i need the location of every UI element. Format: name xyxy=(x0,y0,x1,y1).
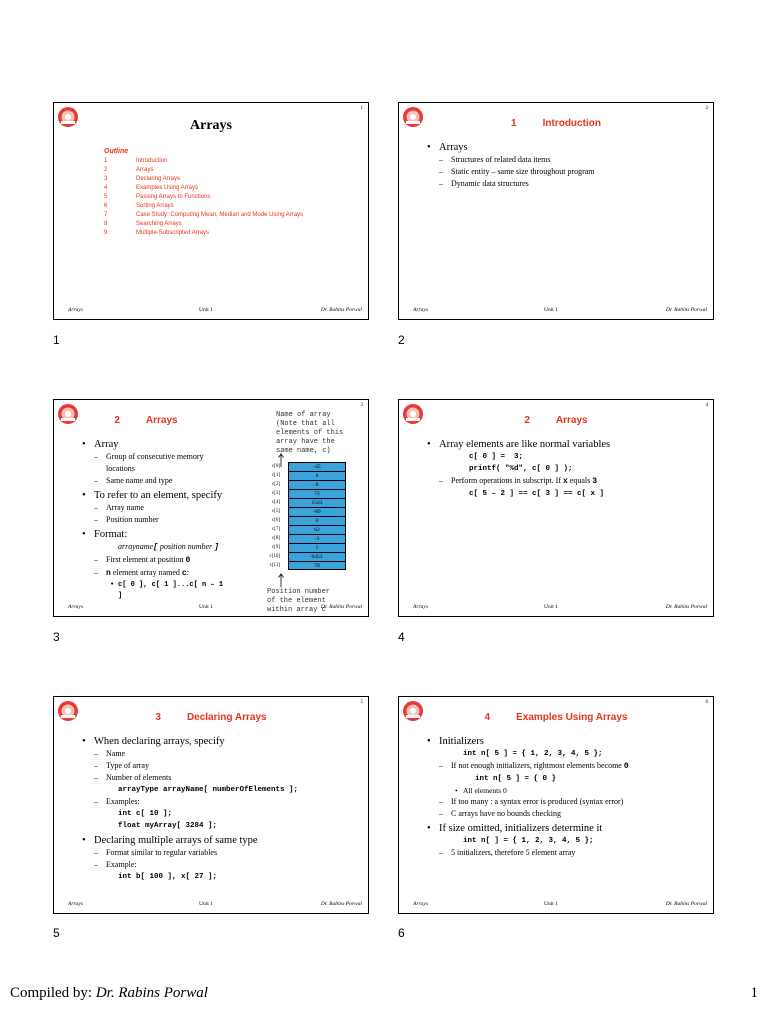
sub-bullet: – Dynamic data structures xyxy=(427,178,703,190)
sub-bullet: – Format similar to regular variables xyxy=(82,847,358,859)
slide-footer: Arrays Unit 1 Dr. Rabins Porwal xyxy=(413,901,707,907)
sub-bullet: – Array name xyxy=(82,502,228,514)
array-element: c[5] -89 xyxy=(254,507,346,516)
position-number-note: Position number of the element within array c xyxy=(267,588,331,614)
sub-bullet: – 5 initializers, therefore 5 element array xyxy=(427,847,703,859)
array-element: c[1] 6 xyxy=(254,471,346,480)
bullet: • If size omitted, initializers determine it xyxy=(427,822,703,835)
code-line: int n[ ] = { 1, 2, 3, 4, 5 }; xyxy=(463,837,594,845)
array-element: c[9] 1 xyxy=(254,543,346,552)
code-line: float myArray[ 3284 ]; xyxy=(118,822,218,830)
outline-item: 6 Sorting Arrays xyxy=(104,203,174,209)
sub-bullet: – C arrays have no bounds checking xyxy=(427,808,703,820)
array-name-note: Name of array (Note that all elements of this array have the same name, c) xyxy=(276,411,344,455)
array-element: c[7] 62 xyxy=(254,525,346,534)
compiled-by: Compiled by: Dr. Rabins Porwal xyxy=(10,985,208,1001)
sub-sub-bullet: • All elements 0 xyxy=(427,785,703,796)
slide-footer: Arrays Unit 1 Dr. Rabins Porwal xyxy=(68,604,362,610)
slide-label: 1 xyxy=(53,333,60,347)
slide-label: 2 xyxy=(398,333,405,347)
bullet: • When declaring arrays, specify xyxy=(82,735,358,748)
array-element: c[0] -45 xyxy=(254,462,346,471)
slide-number: 6 xyxy=(705,700,708,705)
sub-bullet: – Type of array xyxy=(82,760,358,772)
slide-2 xyxy=(398,102,714,320)
sub-sub-bullet: • c[ 0 ], c[ 1 ]...c[ n – 1 ] xyxy=(82,580,228,602)
slide-footer: Arrays Unit 1 Dr. Rabins Porwal xyxy=(413,604,707,610)
page-number: 1 xyxy=(750,985,758,1001)
slide-number: 2 xyxy=(705,106,708,111)
code-line: int n[ 5 ] = { 0 } xyxy=(475,775,557,783)
arrow-up-icon xyxy=(277,573,285,587)
format-line: arrayname[ position number ] xyxy=(118,542,219,552)
sub-bullet: – If too many : a syntax error is produced (syntax error) xyxy=(427,796,703,808)
bullet: • Format: xyxy=(82,528,228,541)
slide-title: Arrays xyxy=(190,118,232,133)
array-element: c[8] -3 xyxy=(254,534,346,543)
sub-bullet: – Group of consecutive memory locations xyxy=(82,451,228,475)
slide-label: 4 xyxy=(398,630,405,644)
slide-5 xyxy=(53,696,369,914)
sub-bullet: – Position number xyxy=(82,514,228,526)
bullet: • Declaring multiple arrays of same type xyxy=(82,834,358,847)
outline-item: 7 Case Study: Computing Mean, Median and Mode Using Arrays xyxy=(104,212,304,218)
slide-label: 5 xyxy=(53,926,60,940)
sub-bullet: – Perform operations in subscript. If x equals 3 xyxy=(427,475,703,488)
sub-bullet: – Name xyxy=(82,748,358,760)
code-line: c[ 5 – 2 ] == c[ 3 ] == c[ x ] xyxy=(469,490,605,498)
code-line: printf( "%d", c[ 0 ] ); xyxy=(469,465,573,473)
bullet: • Arrays xyxy=(427,141,703,154)
outline-item: 3 Declaring Arrays xyxy=(104,176,181,182)
slide-3 xyxy=(53,399,369,617)
slide-label: 6 xyxy=(398,926,405,940)
sub-bullet: – If not enough initializers, rightmost elements become 0 xyxy=(427,760,703,773)
bullet: • Array xyxy=(82,438,228,451)
array-element: c[4] 1543 xyxy=(254,498,346,507)
sub-bullet: – Structures of related data items xyxy=(427,154,703,166)
sub-bullet: – Static entity – same size throughout program xyxy=(427,166,703,178)
outline-item: 4 Examples Using Arrays xyxy=(104,185,199,191)
slide-number: 4 xyxy=(705,403,708,408)
bullet: • Array elements are like normal variables xyxy=(427,438,703,451)
bullet: • To refer to an element, specify xyxy=(82,489,228,502)
slide-label: 3 xyxy=(53,630,60,644)
sub-bullet: – n element array named c: xyxy=(82,567,228,580)
array-element: c[3] 72 xyxy=(254,489,346,498)
array-element: c[2] 0 xyxy=(254,480,346,489)
slide-title: 1 Introduction xyxy=(511,118,601,129)
code-line: int n[ 5 ] = { 1, 2, 3, 4, 5 }; xyxy=(463,750,603,758)
outline-item: 5 Passing Arrays to Functions xyxy=(104,194,211,200)
slide-title: 2 Arrays xyxy=(524,415,588,426)
sub-bullet: – Examples: xyxy=(82,796,358,808)
arrow-up-icon xyxy=(277,453,285,467)
sub-bullet: – First element at position 0 xyxy=(82,554,228,567)
code-line: c[ 0 ] = 3; xyxy=(469,453,524,461)
outline-item: 8 Searching Arrays xyxy=(104,221,182,227)
array-element: c[11] 78 xyxy=(254,561,346,570)
sub-bullet: – Example: xyxy=(82,859,358,871)
array-element: c[6] 0 xyxy=(254,516,346,525)
array-diagram xyxy=(254,462,346,570)
array-element: c[10] 6453 xyxy=(254,552,346,561)
slide-4 xyxy=(398,399,714,617)
outline-item: 1 Introduction xyxy=(104,158,168,164)
slide-footer: Arrays Unit 1 Dr. Rabins Porwal xyxy=(68,901,362,907)
sub-bullet: – Number of elements xyxy=(82,772,358,784)
bullet: • Initializers xyxy=(427,735,703,748)
code-line: int c[ 10 ]; xyxy=(118,810,173,818)
outline-heading: Outline xyxy=(104,148,129,155)
sub-bullet: – Same name and type xyxy=(82,475,228,487)
outline-item: 2 Arrays xyxy=(104,167,154,173)
code-line: int b[ 100 ], x[ 27 ]; xyxy=(118,873,218,881)
slide-title: 3 Declaring Arrays xyxy=(155,712,267,723)
slide-number: 1 xyxy=(360,106,363,111)
slide-title: 2 Arrays xyxy=(114,415,178,426)
code-line: arrayType arrayName[ numberOfElements ]; xyxy=(118,786,299,794)
slide-footer: Arrays Unit 1 Dr. Rabins Porwal xyxy=(413,307,707,313)
slide-1 xyxy=(53,102,369,320)
outline-item: 9 Multiple-Subscripted Arrays xyxy=(104,230,210,236)
outline xyxy=(104,148,303,238)
slide-footer: Arrays Unit 1 Dr. Rabins Porwal xyxy=(68,307,362,313)
slide-6 xyxy=(398,696,714,914)
slide-number: 3 xyxy=(360,403,363,408)
slide-number: 5 xyxy=(360,700,363,705)
slide-title: 4 Examples Using Arrays xyxy=(484,712,628,723)
